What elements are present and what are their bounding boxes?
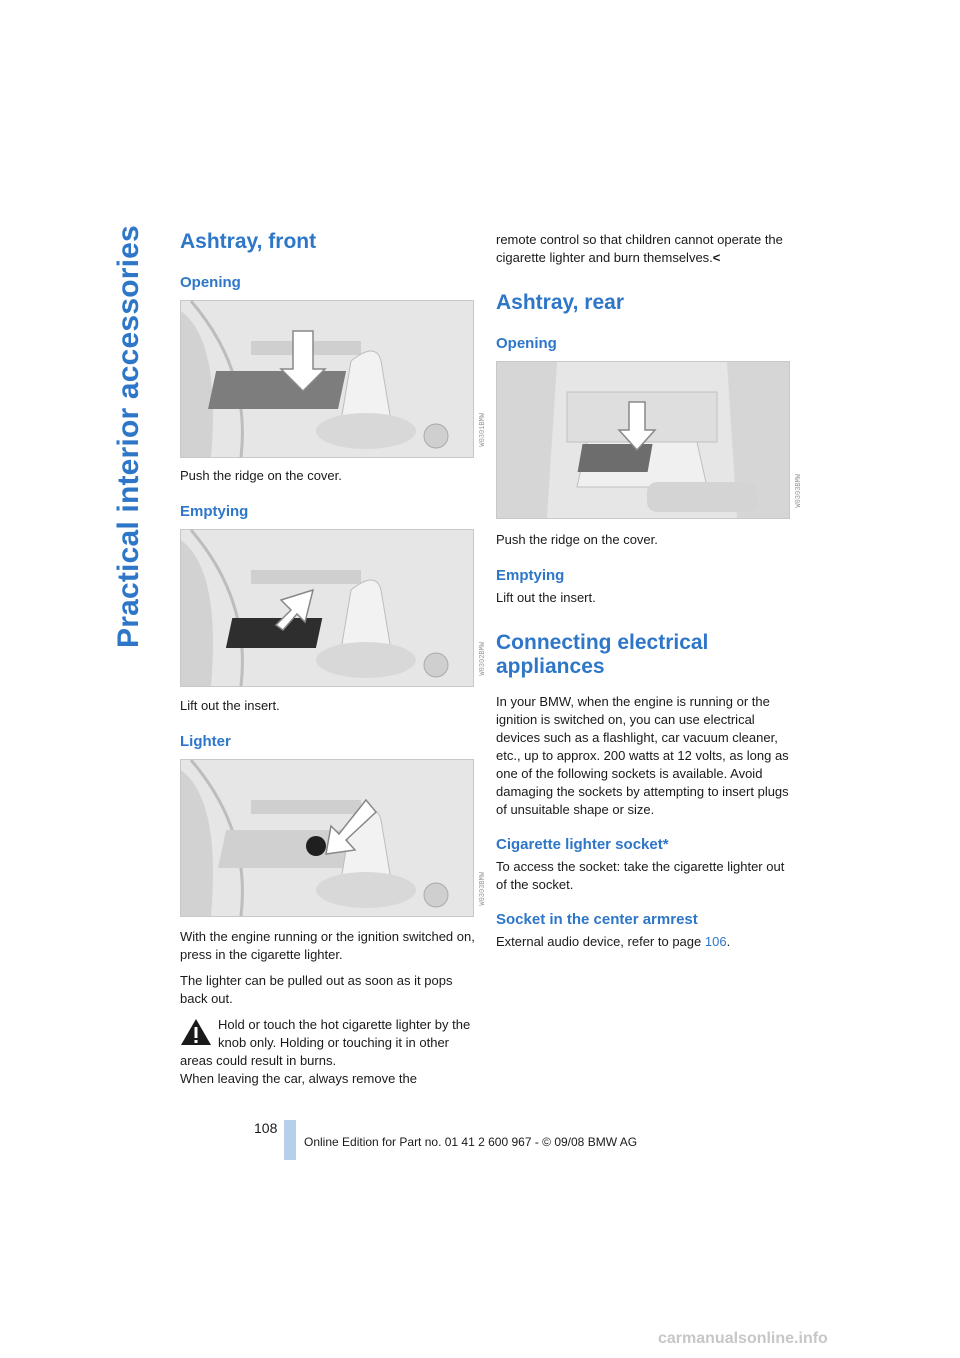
footer-bar bbox=[284, 1120, 296, 1160]
text-continued-body: remote control so that children cannot operate the cigarette lighter and burn themselves. bbox=[496, 232, 783, 265]
text-front-emptying: Lift out the insert. bbox=[180, 698, 280, 713]
section-sidebar-title: Practical interior accessories bbox=[112, 225, 145, 648]
right-column bbox=[496, 226, 803, 951]
heading-socket: Cigarette lighter socket* bbox=[496, 836, 669, 853]
figure-code: W0303BMW bbox=[479, 872, 487, 906]
heading-ashtray-rear: Ashtray, rear bbox=[496, 291, 625, 314]
figure-code: W0303BMW bbox=[795, 474, 803, 508]
text-rear-emptying: Lift out the insert. bbox=[496, 590, 596, 605]
text-lighter-1: With the engine running or the ignition switched on, press in the cigarette lighter. bbox=[180, 929, 475, 962]
figure-lighter bbox=[180, 759, 487, 917]
heading-lighter: Lighter bbox=[180, 733, 231, 750]
heading-emptying: Emptying bbox=[180, 503, 249, 520]
end-mark: < bbox=[712, 250, 721, 265]
warning-text-2: When leaving the car, always remove the bbox=[180, 1071, 418, 1086]
warning-note bbox=[180, 1016, 476, 1088]
heading-rear-emptying: Emptying bbox=[496, 567, 565, 584]
text-socket: To access the socket: take the cigarette lighter out of the socket. bbox=[496, 859, 785, 892]
figure-front-opening bbox=[180, 300, 487, 458]
text-front-opening: Push the ridge on the cover. bbox=[180, 468, 342, 483]
figure-code: W0302BMW bbox=[479, 642, 487, 676]
heading-opening: Opening bbox=[180, 274, 241, 291]
text-armrest-prefix: External audio device, refer to page bbox=[496, 934, 705, 949]
text-continued bbox=[496, 231, 792, 267]
footer-edition: Online Edition for Part no. 01 41 2 600 967 - © 09/08 BMW AG bbox=[304, 1135, 638, 1149]
figure-front-emptying bbox=[180, 529, 487, 687]
watermark: carmanualsonline.info bbox=[658, 1330, 828, 1347]
figure-code: W0301BMW bbox=[479, 413, 487, 447]
text-armrest bbox=[496, 933, 792, 951]
text-armrest-suffix: . bbox=[726, 934, 731, 949]
warning-text: Hold or touch the hot cigarette lighter by the knob only. Holding or touching it in other areas could result in burns. bbox=[180, 1017, 471, 1068]
page-number: 108 bbox=[254, 1120, 278, 1136]
figure-rear-opening bbox=[496, 361, 803, 519]
warning-triangle-icon bbox=[180, 1018, 212, 1046]
heading-ashtray-front: Ashtray, front bbox=[180, 230, 317, 253]
text-lighter-2: The lighter can be pulled out as soon as it pops back out. bbox=[180, 973, 453, 1006]
text-connecting: In your BMW, when the engine is running or the ignition is switched on, you can use electrical devices such as a flashlight, car vacuum cleaner, etc., up to approx. 200 watts at 12 volts, as long as one of the following sockets is available. Avoid damaging the sockets by attempting to insert plugs of unsuitable shape or size. bbox=[496, 694, 789, 817]
heading-armrest: Socket in the center armrest bbox=[496, 911, 698, 928]
heading-connecting: Connecting electrical appliances bbox=[496, 631, 709, 678]
left-column bbox=[180, 226, 487, 1088]
text-rear-opening: Push the ridge on the cover. bbox=[496, 532, 658, 547]
page-link[interactable]: 106 bbox=[704, 934, 727, 949]
heading-rear-opening: Opening bbox=[496, 335, 557, 352]
